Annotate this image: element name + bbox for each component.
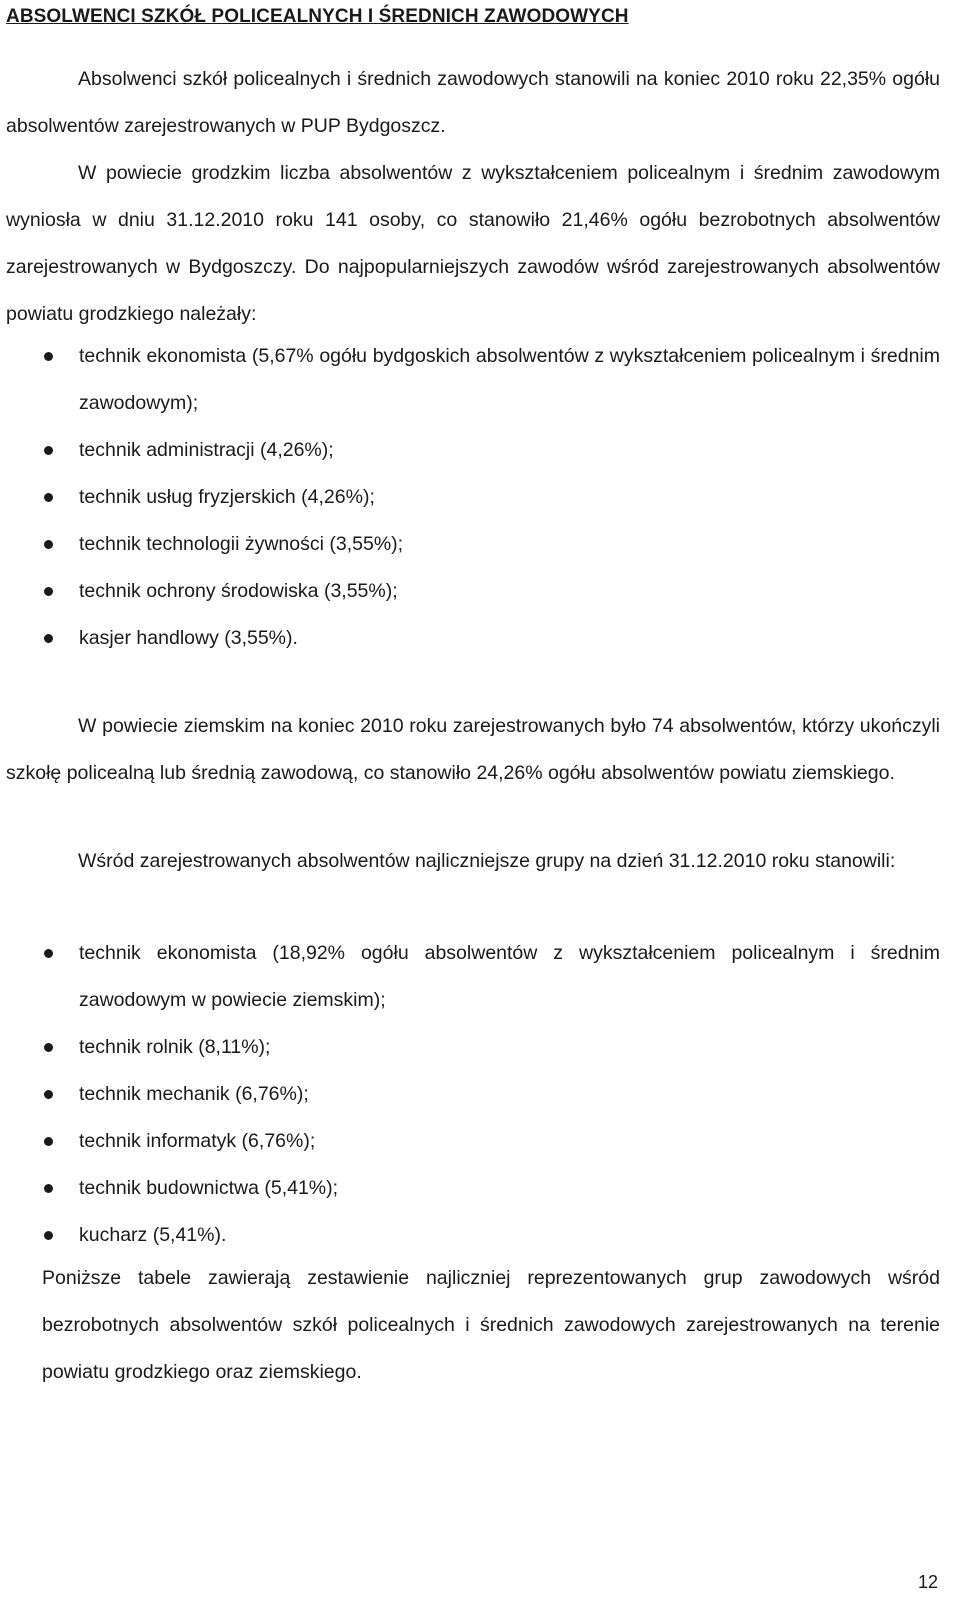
list-item: technik budownictwa (5,41%); <box>6 1165 940 1212</box>
bullet-icon <box>44 540 53 549</box>
bullet-icon <box>44 634 53 643</box>
closing-paragraph: Poniższe tabele zawierają zestawienie najliczniej reprezentowanych grup zawodowych wśród bezrobotnych absolwentów szkół policealnych i średnich zawodowych zarejestrowanych na terenie powiatu grodzkiego oraz ziemskiego. <box>42 1267 940 1383</box>
bullet-icon <box>44 1090 53 1099</box>
bullet-icon <box>44 493 53 502</box>
list-item: technik informatyk (6,76%); <box>6 1118 940 1165</box>
page-number: 12 <box>917 1572 938 1592</box>
list-item: kucharz (5,41%). <box>6 1212 940 1259</box>
county-intro: Wśród zarejestrowanych absolwentów najliczniejsze grupy na dzień 31.12.2010 roku stanowili: <box>78 850 896 872</box>
list-item: technik usług fryzjerskich (4,26%); <box>6 474 940 521</box>
list-item: technik administracji (4,26%); <box>6 427 940 474</box>
city-profession-list <box>6 333 940 662</box>
list-item: technik ekonomista (5,67% ogółu bydgoskich absolwentów z wykształceniem policealnym i średnim zawodowym); <box>6 333 940 427</box>
list-item: technik ekonomista (18,92% ogółu absolwentów z wykształceniem policealnym i średnim zawodowym w powiecie ziemskim); <box>6 930 940 1024</box>
bullet-icon <box>44 1184 53 1193</box>
city-paragraph: W powiecie grodzkim liczba absolwentów z wykształceniem policealnym i średnim zawodowym wyniosła w dniu 31.12.2010 roku 141 osoby, co stanowiło 21,46% ogółu bezrobotnych absolwentów zarejestrowanych w Bydgoszczy. Do najpopularniejszych zawodów wśród zarejestrowanych absolwentów powiatu grodzkiego należały: <box>6 162 940 325</box>
list-item: technik technologii żywności (3,55%); <box>6 521 940 568</box>
list-item: technik rolnik (8,11%); <box>6 1024 940 1071</box>
bullet-icon <box>44 352 53 361</box>
county-paragraph: W powiecie ziemskim na koniec 2010 roku zarejestrowanych było 74 absolwentów, którzy ukończyli szkołę policealną lub średnią zawodową, co stanowiło 24,26% ogółu absolwentów powiatu ziemskiego. <box>6 715 940 784</box>
bullet-icon <box>44 1043 53 1052</box>
list-item: technik ochrony środowiska (3,55%); <box>6 568 940 615</box>
bullet-icon <box>44 1137 53 1146</box>
intro-paragraph: Absolwenci szkół policealnych i średnich zawodowych stanowili na koniec 2010 roku 22,35% ogółu absolwentów zarejestrowanych w PUP Bydgoszcz. <box>6 68 940 137</box>
bullet-icon <box>44 1231 53 1240</box>
list-item: technik mechanik (6,76%); <box>6 1071 940 1118</box>
bullet-icon <box>44 446 53 455</box>
bullet-icon <box>44 587 53 596</box>
bullet-icon <box>44 949 53 958</box>
county-profession-list <box>6 930 940 1259</box>
section-title: ABSOLWENCI SZKÓŁ POLICEALNYCH I ŚREDNICH ZAWODOWYCH <box>6 6 629 27</box>
list-item: kasjer handlowy (3,55%). <box>6 615 940 662</box>
